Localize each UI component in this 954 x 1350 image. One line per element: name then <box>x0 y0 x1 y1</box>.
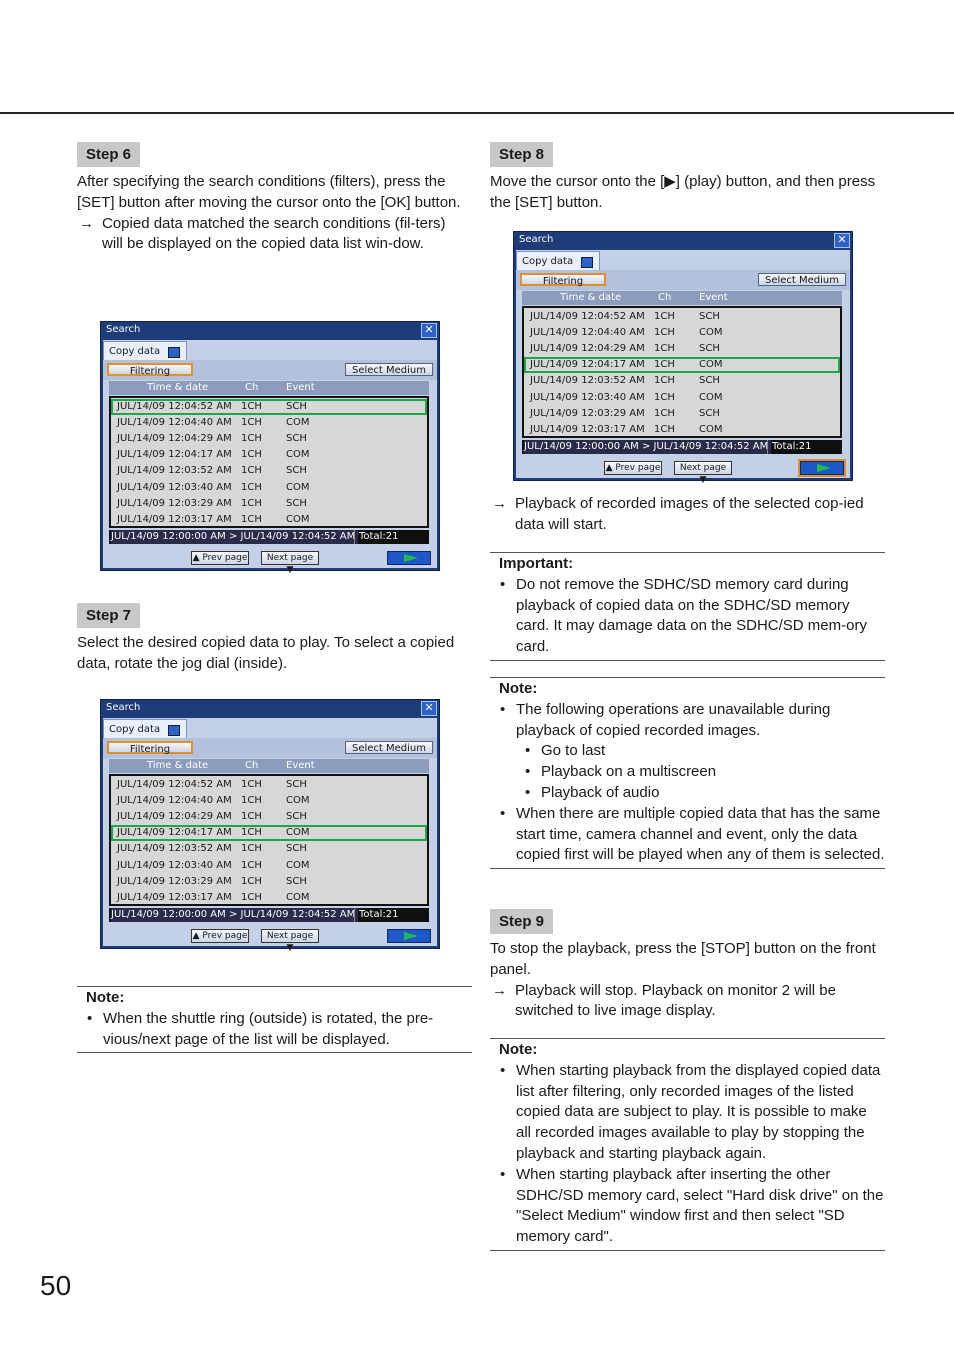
select-medium-button[interactable]: Select Medium <box>345 741 433 754</box>
table-cell: 1CH <box>241 778 262 790</box>
table-cell: 1CH <box>241 465 262 477</box>
table-cell: JUL/14/09 12:03:40 AM <box>117 859 232 871</box>
play-button[interactable] <box>800 461 844 475</box>
column-header: Event <box>699 292 728 303</box>
toolbar <box>103 360 437 380</box>
select-medium-button[interactable]: Select Medium <box>758 273 846 286</box>
table-row[interactable] <box>111 841 427 857</box>
bullet-icon: • <box>500 700 506 718</box>
table-cell: JUL/14/09 12:03:17 AM <box>530 423 645 435</box>
play-icon <box>817 464 831 472</box>
table-cell: 1CH <box>241 416 262 428</box>
column-header: Ch <box>658 292 672 303</box>
table-row[interactable] <box>111 463 427 479</box>
search-window-step8 <box>513 231 853 485</box>
table-cell: 1CH <box>654 359 675 371</box>
total-count: Total:21 <box>354 530 398 544</box>
table-cell: JUL/14/09 12:04:52 AM <box>530 310 645 322</box>
column-header: Ch <box>245 382 259 393</box>
table-cell: 1CH <box>241 794 262 806</box>
important-title: Important: <box>499 555 574 572</box>
table-cell: 1CH <box>241 827 262 839</box>
note-right1-item <box>499 700 885 742</box>
table-cell: JUL/14/09 12:03:52 AM <box>117 465 232 477</box>
table-cell: 1CH <box>241 432 262 444</box>
table-cell: JUL/14/09 12:03:52 AM <box>117 843 232 855</box>
important-item-text: Do not remove the SDHC/SD memory card during playback of copied data on the SDHC/SD memory card. It may damage data on the SDHC/SD mem-ory card. <box>516 575 867 656</box>
bullet-icon: • <box>525 742 531 760</box>
copied-data-list[interactable] <box>109 396 429 528</box>
table-cell: SCH <box>699 375 720 387</box>
table-cell: JUL/14/09 12:03:17 AM <box>117 513 232 525</box>
total-count: Total:21 <box>767 440 811 454</box>
window-panel <box>516 250 850 485</box>
table-cell: 1CH <box>241 513 262 525</box>
table-row[interactable] <box>524 422 840 438</box>
table-cell: JUL/14/09 12:03:40 AM <box>117 481 232 493</box>
column-header: Time & date <box>560 292 622 303</box>
date-range: JUL/14/09 12:00:00 AM > JUL/14/09 12:04:52 AM <box>111 530 358 544</box>
table-cell: JUL/14/09 12:03:29 AM <box>117 875 232 887</box>
step9-section <box>490 909 876 1022</box>
search-window-step6 <box>100 321 440 575</box>
note-right1-item <box>499 804 885 866</box>
table-cell: SCH <box>286 843 307 855</box>
table-row[interactable] <box>111 399 427 415</box>
table-cell: 1CH <box>241 891 262 903</box>
table-cell: JUL/14/09 12:04:40 AM <box>530 326 645 338</box>
close-icon[interactable]: ✕ <box>834 233 850 248</box>
table-row[interactable] <box>111 496 427 512</box>
window-panel <box>103 718 437 953</box>
window-title: Search <box>106 324 141 335</box>
table-cell: 1CH <box>241 497 262 509</box>
play-button[interactable] <box>387 929 431 943</box>
table-row[interactable] <box>111 415 427 431</box>
tab-label: Copy data <box>109 724 161 735</box>
table-cell: JUL/14/09 12:03:17 AM <box>117 891 232 903</box>
copy-icon <box>581 257 593 268</box>
subitem-text: Go to last <box>541 742 606 760</box>
table-cell: JUL/14/09 12:04:17 AM <box>117 827 232 839</box>
step6-label: Step 6 <box>77 142 140 167</box>
note-right1-item-text: When there are multiple copied data that has the same start time, camera channel and event, only the data copied first will be played when any of them is selected. <box>516 804 885 864</box>
note-right1-subitem <box>499 762 885 783</box>
step8-label: Step 8 <box>490 142 553 167</box>
note-right2 <box>490 1038 885 1251</box>
tab-copy-data[interactable] <box>103 719 187 738</box>
table-row[interactable] <box>524 325 840 341</box>
note-left-item <box>86 1009 472 1051</box>
select-medium-button[interactable]: Select Medium <box>345 363 433 376</box>
table-cell: JUL/14/09 12:04:40 AM <box>117 416 232 428</box>
table-cell: COM <box>286 416 310 428</box>
table-row[interactable] <box>524 309 840 325</box>
close-icon[interactable]: ✕ <box>421 323 437 338</box>
table-cell: SCH <box>286 432 307 444</box>
prev-page-button[interactable]: ▲ Prev page <box>605 463 661 473</box>
search-window-step7 <box>100 699 440 953</box>
table-cell: SCH <box>286 465 307 477</box>
toolbar <box>516 270 850 290</box>
table-cell: SCH <box>286 778 307 790</box>
note-left <box>77 986 472 1053</box>
subitem-text: Playback of audio <box>541 783 660 801</box>
step8-result <box>490 494 876 536</box>
table-row[interactable] <box>111 825 427 841</box>
table-row[interactable] <box>111 890 427 906</box>
list-header <box>109 759 429 773</box>
note-right1-title: Note: <box>499 680 538 697</box>
table-cell: SCH <box>286 497 307 509</box>
copied-data-list[interactable] <box>109 774 429 906</box>
filtering-button[interactable]: Filtering <box>107 363 193 376</box>
table-cell: 1CH <box>654 310 675 322</box>
column-header: Event <box>286 382 315 393</box>
note-left-item-text: When the shuttle ring (outside) is rotated, the pre-vious/next page of the list will be displayed. <box>103 1009 434 1048</box>
table-cell: JUL/14/09 12:04:29 AM <box>117 810 232 822</box>
total-count: Total:21 <box>354 908 398 922</box>
subitem-text: Playback on a multiscreen <box>541 763 717 781</box>
bullet-icon: • <box>87 1009 93 1027</box>
table-cell: SCH <box>286 400 307 412</box>
table-cell: COM <box>286 449 310 461</box>
header-rule <box>0 112 954 114</box>
table-row[interactable] <box>111 512 427 528</box>
arrow-icon: → <box>492 495 507 512</box>
step6-result <box>77 214 463 256</box>
status-bar <box>109 908 429 922</box>
table-cell: 1CH <box>241 481 262 493</box>
window-title: Search <box>519 234 554 245</box>
table-cell: 1CH <box>654 375 675 387</box>
status-bar <box>109 530 429 544</box>
note-right1 <box>490 677 885 869</box>
table-cell: 1CH <box>241 810 262 822</box>
step7-text: Select the desired copied data to play. To select a copied data, rotate the jog dial (inside). <box>77 634 455 672</box>
table-cell: SCH <box>286 875 307 887</box>
play-button[interactable] <box>387 551 431 565</box>
filtering-button[interactable]: Filtering <box>520 273 606 286</box>
copy-icon <box>168 725 180 736</box>
table-cell: JUL/14/09 12:03:29 AM <box>117 497 232 509</box>
next-page-button[interactable]: Next page ▼ <box>261 929 319 943</box>
status-bar <box>522 440 842 454</box>
table-cell: COM <box>286 859 310 871</box>
table-cell: COM <box>286 827 310 839</box>
play-icon <box>404 932 418 940</box>
note-right2-title: Note: <box>499 1041 538 1058</box>
table-cell: JUL/14/09 12:04:52 AM <box>117 778 232 790</box>
date-range: JUL/14/09 12:00:00 AM > JUL/14/09 12:04:52 AM <box>111 908 358 922</box>
step9-result-text: Playback will stop. Playback on monitor 2 will be switched to live image display. <box>515 981 836 1020</box>
step6-text: After specifying the search conditions (filters), press the [SET] button after moving the cursor onto the [OK] button. <box>77 173 461 211</box>
table-cell: JUL/14/09 12:04:29 AM <box>530 342 645 354</box>
note-left-title: Note: <box>86 989 125 1006</box>
note-right2-item <box>499 1165 885 1248</box>
tab-label: Copy data <box>522 256 574 267</box>
table-row[interactable] <box>524 373 840 389</box>
next-page-button[interactable]: Next page ▼ <box>261 551 319 565</box>
list-header <box>522 291 842 305</box>
step9-result <box>490 981 876 1023</box>
toolbar <box>103 738 437 758</box>
arrow-icon: → <box>492 981 507 999</box>
note-right2-item-text: When starting playback after inserting the other SDHC/SD memory card, select "Hard disk drive" on the "Select Medium" window first and then select "SD memory card". <box>516 1165 884 1246</box>
table-cell: 1CH <box>241 449 262 461</box>
table-cell: 1CH <box>654 407 675 419</box>
table-cell: JUL/14/09 12:04:52 AM <box>117 400 232 412</box>
table-cell: COM <box>699 359 723 371</box>
step8-section <box>490 142 876 214</box>
prev-page-button[interactable]: ▲ Prev page <box>192 553 248 563</box>
table-row[interactable] <box>524 341 840 357</box>
step7-label: Step 7 <box>77 603 140 628</box>
page-number: 50 <box>40 1270 72 1301</box>
note-right1-item-text: The following operations are unavailable during playback of copied recorded images. <box>516 700 831 739</box>
table-cell: 1CH <box>241 843 262 855</box>
table-cell: JUL/14/09 12:04:17 AM <box>117 449 232 461</box>
step9-text: To stop the playback, press the [STOP] button on the front panel. <box>490 940 876 978</box>
bullet-icon: • <box>500 1061 506 1079</box>
table-row[interactable] <box>111 431 427 447</box>
note-right2-item-text: When starting playback from the displayed copied data list after filtering, only recorded images of the listed copied data are subject to play. It is possible to make all recorded images available to play by stopping the playback and starting playback again. <box>516 1061 881 1162</box>
table-cell: JUL/14/09 12:03:52 AM <box>530 375 645 387</box>
note-right2-item <box>499 1061 885 1165</box>
tab-copy-data[interactable] <box>516 251 600 270</box>
play-icon <box>404 554 418 562</box>
table-cell: COM <box>286 481 310 493</box>
step6-result-text: Copied data matched the search conditions (fil-ters) will be displayed on the copied data list win-dow. <box>102 214 446 253</box>
table-cell: COM <box>286 794 310 806</box>
table-cell: 1CH <box>654 326 675 338</box>
table-cell: 1CH <box>654 423 675 435</box>
table-row[interactable] <box>111 480 427 496</box>
table-cell: JUL/14/09 12:03:29 AM <box>530 407 645 419</box>
table-cell: JUL/14/09 12:04:40 AM <box>117 794 232 806</box>
table-row[interactable] <box>111 858 427 874</box>
table-cell: COM <box>286 513 310 525</box>
table-cell: JUL/14/09 12:04:29 AM <box>117 432 232 444</box>
bullet-icon: • <box>500 1165 506 1183</box>
table-cell: 1CH <box>241 875 262 887</box>
step8-result-text: Playback of recorded images of the selected cop-ied data will start. <box>515 495 864 533</box>
column-header: Ch <box>245 760 259 771</box>
list-header <box>109 381 429 395</box>
step9-label: Step 9 <box>490 909 553 934</box>
table-cell: COM <box>286 891 310 903</box>
bullet-icon: • <box>525 763 531 781</box>
table-cell: COM <box>699 423 723 435</box>
table-cell: 1CH <box>241 859 262 871</box>
table-cell: JUL/14/09 12:03:40 AM <box>530 391 645 403</box>
column-header: Time & date <box>147 382 209 393</box>
arrow-icon: → <box>79 214 94 232</box>
table-cell: JUL/14/09 12:04:17 AM <box>530 359 645 371</box>
note-right1-subitem <box>499 741 885 762</box>
filtering-button[interactable]: Filtering <box>107 741 193 754</box>
step6-section <box>77 142 463 255</box>
step8-text: Move the cursor onto the [▶] (play) button, and then press the [SET] button. <box>490 173 876 211</box>
prev-page-button[interactable]: ▲ Prev page <box>192 931 248 941</box>
next-page-button[interactable]: Next page ▼ <box>674 461 732 475</box>
table-row[interactable] <box>524 406 840 422</box>
important-box <box>490 552 885 661</box>
table-cell: SCH <box>699 310 720 322</box>
table-row[interactable] <box>111 793 427 809</box>
table-row[interactable] <box>111 447 427 463</box>
table-cell: SCH <box>699 342 720 354</box>
important-item <box>499 575 885 658</box>
table-cell: 1CH <box>654 342 675 354</box>
table-cell: SCH <box>286 810 307 822</box>
copied-data-list[interactable] <box>522 306 842 438</box>
table-row[interactable] <box>111 809 427 825</box>
column-header: Event <box>286 760 315 771</box>
close-icon[interactable]: ✕ <box>421 701 437 716</box>
table-cell: SCH <box>699 407 720 419</box>
tab-copy-data[interactable] <box>103 341 187 360</box>
table-row[interactable] <box>524 390 840 406</box>
note-right1-subitem <box>499 783 885 804</box>
table-cell: 1CH <box>654 391 675 403</box>
table-row[interactable] <box>111 874 427 890</box>
column-header: Time & date <box>147 760 209 771</box>
table-cell: COM <box>699 326 723 338</box>
table-row[interactable] <box>524 357 840 373</box>
date-range: JUL/14/09 12:00:00 AM > JUL/14/09 12:04:52 AM <box>524 440 771 454</box>
tab-label: Copy data <box>109 346 161 357</box>
copy-icon <box>168 347 180 358</box>
table-cell: 1CH <box>241 400 262 412</box>
window-title: Search <box>106 702 141 713</box>
bullet-icon: • <box>525 783 531 801</box>
window-panel <box>103 340 437 575</box>
step7-section <box>77 603 463 675</box>
table-cell: COM <box>699 391 723 403</box>
bullet-icon: • <box>500 804 506 822</box>
bullet-icon: • <box>500 575 506 593</box>
table-row[interactable] <box>111 777 427 793</box>
